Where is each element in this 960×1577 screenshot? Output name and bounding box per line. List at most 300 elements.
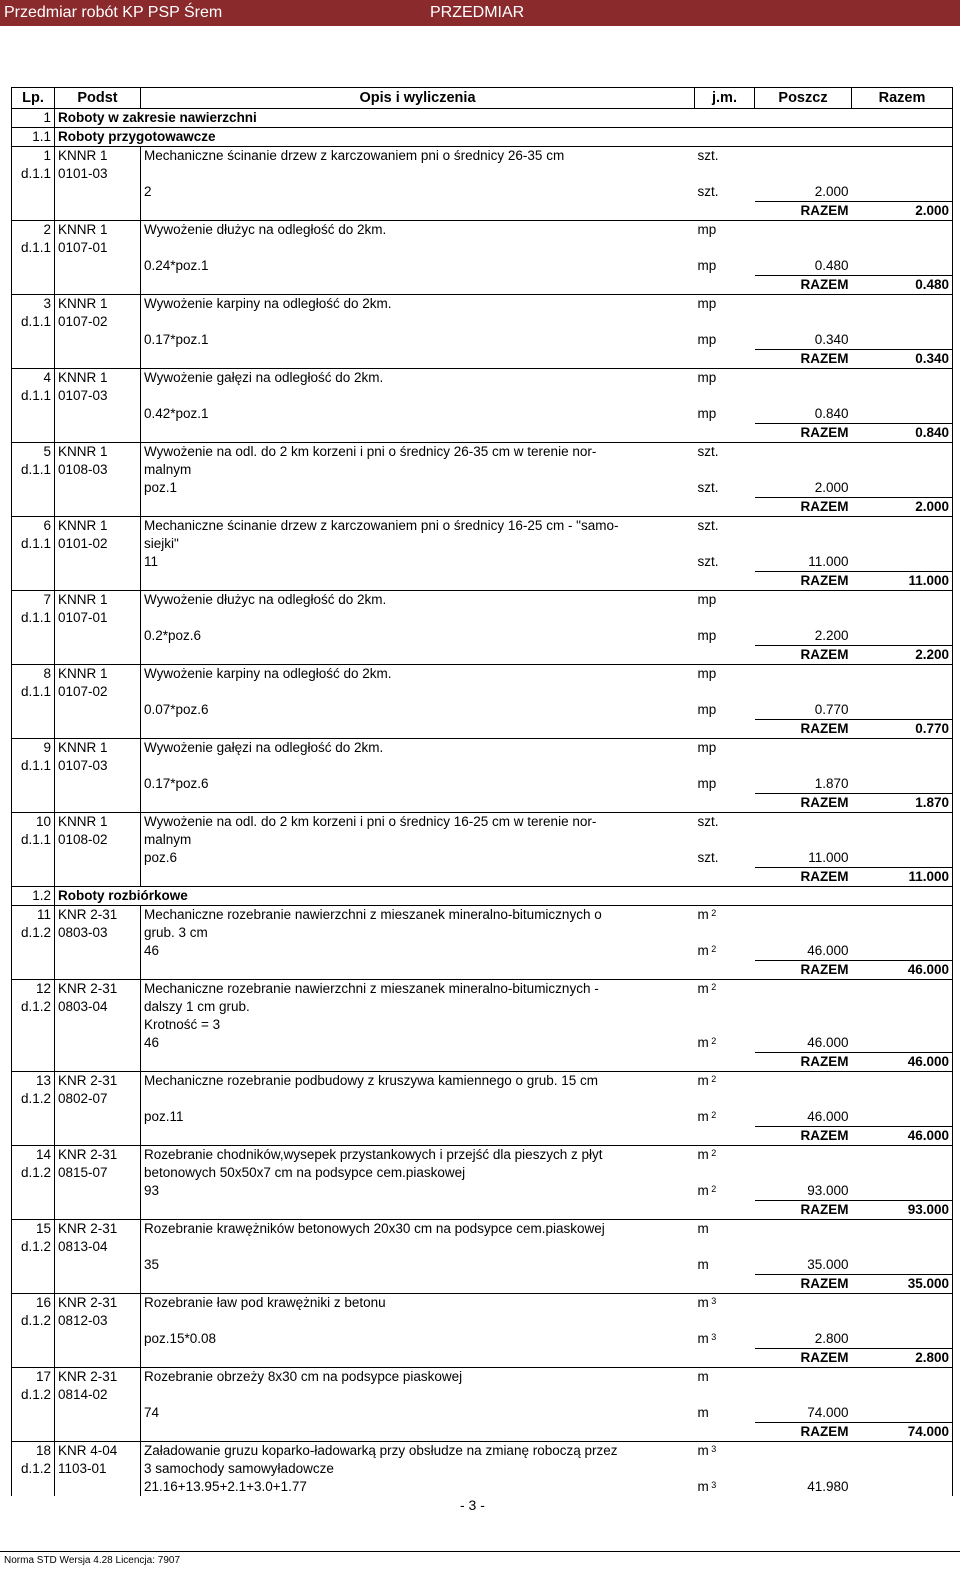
empty-cell <box>12 405 55 424</box>
calc-row <box>12 849 953 868</box>
empty-cell <box>141 794 695 813</box>
item-section-ref: d.1.1 <box>12 387 55 405</box>
empty-cell <box>755 1090 852 1108</box>
total-row <box>12 961 953 980</box>
empty-cell <box>12 1423 55 1442</box>
total-value: 74.000 <box>852 1423 953 1442</box>
empty-cell <box>852 405 953 424</box>
item-poszcz-empty <box>755 813 852 832</box>
empty-cell <box>12 942 55 961</box>
table-header-row <box>12 88 953 109</box>
empty-cell <box>695 461 755 479</box>
empty-cell <box>55 720 141 739</box>
empty-cell <box>141 202 695 221</box>
empty-cell <box>141 646 695 665</box>
item-description: Wywożenie na odl. do 2 km korzeni i pni o średnicy 16-25 cm w terenie nor- <box>141 813 695 832</box>
empty-cell <box>695 1312 755 1330</box>
unit-text: m $^2$ <box>697 1183 717 1198</box>
empty-cell <box>12 331 55 350</box>
calc-expression: 2 <box>141 183 695 202</box>
item-description: Wywożenie karpiny na odległość do 2km. <box>141 665 695 684</box>
unit-exponent: 3 <box>708 1444 717 1454</box>
calc-value: 11.000 <box>808 554 849 569</box>
calc-unit <box>695 1478 755 1496</box>
document-title: Przedmiar robót KP PSP Śrem <box>4 4 223 21</box>
empty-cell <box>55 701 141 720</box>
item-description: Mechaniczne rozebranie podbudowy z kruszywa kamiennego o grub. 15 cm <box>141 1072 695 1091</box>
item-basis-code: 0802-07 <box>55 1090 141 1108</box>
item-number: 5 <box>12 443 55 462</box>
unit-exponent: 2 <box>708 1036 717 1046</box>
item-number: 9 <box>12 739 55 758</box>
calc-unit <box>695 257 755 276</box>
empty-cell <box>141 572 695 591</box>
empty-cell <box>55 498 141 517</box>
col-header-poszcz: Poszcz <box>755 88 852 109</box>
unit-exponent: 3 <box>708 1480 717 1490</box>
item-number: 3 <box>12 295 55 314</box>
empty-cell <box>852 313 953 331</box>
item-description-cont <box>141 609 695 627</box>
item-row <box>12 906 953 925</box>
item-number: 7 <box>12 591 55 610</box>
empty-cell <box>55 961 141 980</box>
item-unit <box>695 1146 755 1165</box>
item-poszcz-empty <box>755 906 852 925</box>
empty-cell <box>55 1108 141 1127</box>
empty-cell <box>695 1090 755 1108</box>
empty-cell <box>55 1034 141 1053</box>
item-section-ref: d.1.1 <box>12 239 55 257</box>
empty-cell <box>852 1016 953 1034</box>
item-description: Wywożenie gałęzi na odległość do 2km. <box>141 739 695 758</box>
item-row <box>12 1368 953 1387</box>
item-section-ref: d.1.1 <box>12 165 55 183</box>
empty-cell <box>55 775 141 794</box>
item-row-cont <box>12 757 953 775</box>
item-basis: KNNR 1 <box>55 369 141 388</box>
calc-value: 11.000 <box>808 850 849 865</box>
item-row-cont <box>12 313 953 331</box>
unit-text: szt. <box>697 850 719 865</box>
calc-value: 0.840 <box>814 406 849 421</box>
empty-cell <box>55 1404 141 1423</box>
item-row <box>12 295 953 314</box>
item-row-cont <box>12 998 953 1016</box>
item-description-cont <box>141 1312 695 1330</box>
calc-value: 2.000 <box>814 184 849 199</box>
item-razem-empty <box>852 147 953 166</box>
unit-exponent: 2 <box>708 1184 717 1194</box>
empty-cell <box>852 387 953 405</box>
item-basis: KNR 2-31 <box>55 1146 141 1165</box>
calc-unit <box>695 1404 755 1423</box>
empty-cell <box>12 1404 55 1423</box>
calc-unit <box>695 479 755 498</box>
unit-text: m <box>697 1369 709 1384</box>
empty-cell <box>12 257 55 276</box>
item-poszcz-empty <box>755 980 852 999</box>
calc-unit <box>695 1330 755 1349</box>
empty-cell <box>852 1312 953 1330</box>
empty-cell <box>55 1182 141 1201</box>
empty-cell <box>55 350 141 369</box>
item-razem-empty <box>852 665 953 684</box>
item-description-cont <box>141 239 695 257</box>
empty-cell <box>852 849 953 868</box>
empty-cell <box>852 1034 953 1053</box>
unit-exponent: 2 <box>708 944 717 954</box>
item-basis-code: 0101-02 <box>55 535 141 553</box>
total-label: RAZEM <box>755 1053 852 1072</box>
calc-row <box>12 405 953 424</box>
col-header-razem: Razem <box>852 88 953 109</box>
empty-cell <box>55 1016 141 1034</box>
item-poszcz-empty <box>755 295 852 314</box>
calc-row <box>12 183 953 202</box>
empty-cell <box>852 1164 953 1182</box>
item-unit <box>695 1368 755 1387</box>
empty-cell <box>695 868 755 887</box>
calc-expression: poz.11 <box>141 1108 695 1127</box>
calc-row <box>12 1478 953 1496</box>
empty-cell <box>55 405 141 424</box>
unit-exponent: 2 <box>708 1110 717 1120</box>
empty-cell <box>12 572 55 591</box>
empty-cell <box>695 239 755 257</box>
item-basis-code: 1103-01 <box>55 1460 141 1478</box>
item-description-cont <box>141 1386 695 1404</box>
total-label: RAZEM <box>755 498 852 517</box>
empty-cell <box>55 1478 141 1496</box>
empty-cell <box>12 646 55 665</box>
unit-text: mp <box>697 296 717 311</box>
unit-text: m $^3$ <box>697 1295 717 1310</box>
item-description: Mechaniczne ścinanie drzew z karczowaniem pni o średnicy 16-25 cm - "samo- <box>141 517 695 536</box>
col-header-jm: j.m. <box>695 88 755 109</box>
item-razem-empty <box>852 1146 953 1165</box>
calc-row <box>12 1330 953 1349</box>
unit-text: m <box>697 1257 709 1272</box>
total-row <box>12 424 953 443</box>
item-basis: KNNR 1 <box>55 665 141 684</box>
empty-cell <box>695 1386 755 1404</box>
total-label: RAZEM <box>755 794 852 813</box>
item-description: Wywożenie dłużyc na odległość do 2km. <box>141 591 695 610</box>
item-row-cont <box>12 1164 953 1182</box>
item-poszcz-empty <box>755 369 852 388</box>
section-number: 1.2 <box>12 887 55 906</box>
item-section-ref: d.1.2 <box>12 1386 55 1404</box>
total-label: RAZEM <box>755 1423 852 1442</box>
unit-text: mp <box>697 776 717 791</box>
unit-exponent: 3 <box>708 1296 717 1306</box>
total-row <box>12 720 953 739</box>
item-basis: KNR 2-31 <box>55 1072 141 1091</box>
unit-exponent: 2 <box>708 1148 717 1158</box>
section-title: Roboty przygotowawcze <box>55 128 953 147</box>
total-value: 2.200 <box>852 646 953 665</box>
empty-cell <box>12 627 55 646</box>
item-unit <box>695 1294 755 1313</box>
item-section-ref: d.1.1 <box>12 313 55 331</box>
empty-cell <box>55 183 141 202</box>
calc-row <box>12 1256 953 1275</box>
calc-expression: 0.07*poz.6 <box>141 701 695 720</box>
calc-expression: 0.42*poz.1 <box>141 405 695 424</box>
empty-cell <box>695 924 755 942</box>
empty-cell <box>755 535 852 553</box>
empty-cell <box>55 942 141 961</box>
empty-cell <box>12 183 55 202</box>
empty-cell <box>141 720 695 739</box>
item-row-cont <box>12 387 953 405</box>
empty-cell <box>55 1275 141 1294</box>
unit-exponent: 2 <box>708 982 717 992</box>
empty-cell <box>852 757 953 775</box>
empty-cell <box>55 1423 141 1442</box>
item-section-ref: d.1.2 <box>12 1090 55 1108</box>
empty-cell <box>141 498 695 517</box>
calc-unit <box>695 627 755 646</box>
item-poszcz-empty <box>755 591 852 610</box>
item-unit <box>695 1220 755 1239</box>
item-number: 6 <box>12 517 55 536</box>
empty-cell <box>695 1238 755 1256</box>
unit-text: m $^2$ <box>697 1109 717 1124</box>
empty-cell <box>852 1256 953 1275</box>
item-description-cont <box>141 1090 695 1108</box>
empty-cell <box>12 1275 55 1294</box>
total-value: 0.770 <box>852 720 953 739</box>
empty-cell <box>695 1460 755 1478</box>
total-label: RAZEM <box>755 350 852 369</box>
item-razem-empty <box>852 1368 953 1387</box>
unit-text: szt. <box>697 554 719 569</box>
empty-cell <box>141 424 695 443</box>
empty-cell <box>755 998 852 1016</box>
item-row <box>12 813 953 832</box>
empty-cell <box>12 720 55 739</box>
empty-cell <box>12 1016 55 1034</box>
item-basis-code: 0107-01 <box>55 239 141 257</box>
item-basis-code: 0107-02 <box>55 683 141 701</box>
unit-text: m $^2$ <box>697 1147 717 1162</box>
item-razem-empty <box>852 1294 953 1313</box>
unit-text: mp <box>697 332 717 347</box>
empty-cell <box>755 831 852 849</box>
item-basis-code: 0813-04 <box>55 1238 141 1256</box>
table-body <box>12 109 953 1497</box>
empty-cell <box>695 276 755 295</box>
item-razem-empty <box>852 591 953 610</box>
calc-unit <box>695 1034 755 1053</box>
item-basis: KNNR 1 <box>55 443 141 462</box>
total-label: RAZEM <box>755 572 852 591</box>
total-value: 93.000 <box>852 1201 953 1220</box>
empty-cell <box>695 757 755 775</box>
calc-unit <box>695 849 755 868</box>
calc-value: 2.000 <box>814 480 849 495</box>
empty-cell <box>695 998 755 1016</box>
empty-cell <box>141 1201 695 1220</box>
calc-row <box>12 1034 953 1053</box>
calc-value: 46.000 <box>807 943 849 958</box>
item-section-ref: d.1.1 <box>12 461 55 479</box>
calc-expression: 93 <box>141 1182 695 1201</box>
total-label: RAZEM <box>755 1201 852 1220</box>
section-row <box>12 887 953 906</box>
empty-cell <box>141 1127 695 1146</box>
item-row <box>12 221 953 240</box>
empty-cell <box>852 239 953 257</box>
empty-cell <box>695 1423 755 1442</box>
item-razem-empty <box>852 739 953 758</box>
empty-cell <box>695 1164 755 1182</box>
item-poszcz-empty <box>755 739 852 758</box>
unit-text: mp <box>697 702 717 717</box>
calc-row <box>12 553 953 572</box>
calc-value: 0.770 <box>814 702 849 717</box>
item-poszcz-empty <box>755 1220 852 1239</box>
item-unit <box>695 813 755 832</box>
unit-text: mp <box>697 258 717 273</box>
empty-cell <box>755 387 852 405</box>
calc-value: 0.340 <box>814 332 849 347</box>
empty-cell <box>695 609 755 627</box>
item-number: 10 <box>12 813 55 832</box>
item-description-cont <box>141 683 695 701</box>
unit-text: mp <box>697 666 717 681</box>
empty-cell <box>695 387 755 405</box>
empty-cell <box>12 1201 55 1220</box>
empty-cell <box>12 1478 55 1496</box>
item-unit <box>695 591 755 610</box>
empty-cell <box>695 1053 755 1072</box>
item-description: Mechaniczne rozebranie nawierzchni z mieszanek mineralno-bitumicznych o <box>141 906 695 925</box>
calc-expression: poz.15*0.08 <box>141 1330 695 1349</box>
empty-cell <box>852 942 953 961</box>
calc-value: 93.000 <box>807 1183 849 1198</box>
item-poszcz-empty <box>755 1368 852 1387</box>
total-label: RAZEM <box>755 1275 852 1294</box>
total-label: RAZEM <box>755 1127 852 1146</box>
item-description-cont <box>141 313 695 331</box>
unit-text: m <box>697 1221 709 1236</box>
item-unit <box>695 147 755 166</box>
multiplier-text: Krotność = 3 <box>141 1016 695 1034</box>
item-basis-code: 0107-03 <box>55 387 141 405</box>
unit-text: m $^2$ <box>697 1073 717 1088</box>
empty-cell <box>695 1127 755 1146</box>
empty-cell <box>852 998 953 1016</box>
item-razem-empty <box>852 1220 953 1239</box>
item-row <box>12 739 953 758</box>
empty-cell <box>12 1256 55 1275</box>
unit-text: m <box>697 1405 709 1420</box>
item-row-cont <box>12 165 953 183</box>
page-number: - 3 - <box>460 1497 485 1513</box>
total-row <box>12 1423 953 1442</box>
calc-expression: 46 <box>141 942 695 961</box>
item-razem-empty <box>852 221 953 240</box>
multiplier-row <box>12 1016 953 1034</box>
item-number: 18 <box>12 1442 55 1461</box>
calc-value: 46.000 <box>807 1109 849 1124</box>
col-header-lp: Lp. <box>12 88 55 109</box>
item-row <box>12 665 953 684</box>
item-section-ref: d.1.1 <box>12 757 55 775</box>
item-unit <box>695 739 755 758</box>
total-row <box>12 646 953 665</box>
item-razem-empty <box>852 517 953 536</box>
empty-cell <box>755 609 852 627</box>
item-basis: KNNR 1 <box>55 813 141 832</box>
calc-value: 41.980 <box>807 1479 849 1494</box>
item-basis: KNR 2-31 <box>55 906 141 925</box>
calc-unit <box>695 701 755 720</box>
item-basis-code: 0814-02 <box>55 1386 141 1404</box>
empty-cell <box>55 1330 141 1349</box>
empty-cell <box>12 775 55 794</box>
unit-text: m $^3$ <box>697 1443 717 1458</box>
empty-cell <box>55 257 141 276</box>
empty-cell <box>755 683 852 701</box>
calc-row <box>12 257 953 276</box>
empty-cell <box>695 313 755 331</box>
empty-cell <box>695 646 755 665</box>
item-basis-code: 0107-02 <box>55 313 141 331</box>
item-description-cont: siejki" <box>141 535 695 553</box>
item-row-cont <box>12 1312 953 1330</box>
calc-expression: 74 <box>141 1404 695 1423</box>
calc-unit <box>695 1182 755 1201</box>
item-poszcz-empty <box>755 1294 852 1313</box>
item-basis-code: 0107-01 <box>55 609 141 627</box>
item-number: 16 <box>12 1294 55 1313</box>
empty-cell <box>695 350 755 369</box>
item-description: Mechaniczne rozebranie nawierzchni z mieszanek mineralno-bitumicznych - <box>141 980 695 999</box>
calc-value: 46.000 <box>807 1035 849 1050</box>
total-label: RAZEM <box>755 276 852 295</box>
item-basis: KNR 2-31 <box>55 1294 141 1313</box>
empty-cell <box>755 1164 852 1182</box>
empty-cell <box>12 794 55 813</box>
item-description: Wywożenie gałęzi na odległość do 2km. <box>141 369 695 388</box>
item-row <box>12 517 953 536</box>
item-section-ref: d.1.1 <box>12 831 55 849</box>
item-row <box>12 1220 953 1239</box>
empty-cell <box>695 1201 755 1220</box>
empty-cell <box>852 165 953 183</box>
item-basis: KNNR 1 <box>55 147 141 166</box>
unit-text: m $^2$ <box>697 1035 717 1050</box>
calc-row <box>12 942 953 961</box>
empty-cell <box>852 535 953 553</box>
col-header-opis: Opis i wyliczenia <box>141 88 695 109</box>
empty-cell <box>695 572 755 591</box>
calc-unit <box>695 1108 755 1127</box>
unit-text: szt. <box>697 518 719 533</box>
empty-cell <box>12 553 55 572</box>
item-poszcz-empty <box>755 1442 852 1461</box>
calc-row <box>12 1108 953 1127</box>
item-row-cont <box>12 1386 953 1404</box>
item-number: 15 <box>12 1220 55 1239</box>
item-razem-empty <box>852 980 953 999</box>
item-description: Rozebranie krawężników betonowych 20x30 cm na podsypce cem.piaskowej <box>141 1220 695 1239</box>
unit-text: szt. <box>697 184 719 199</box>
